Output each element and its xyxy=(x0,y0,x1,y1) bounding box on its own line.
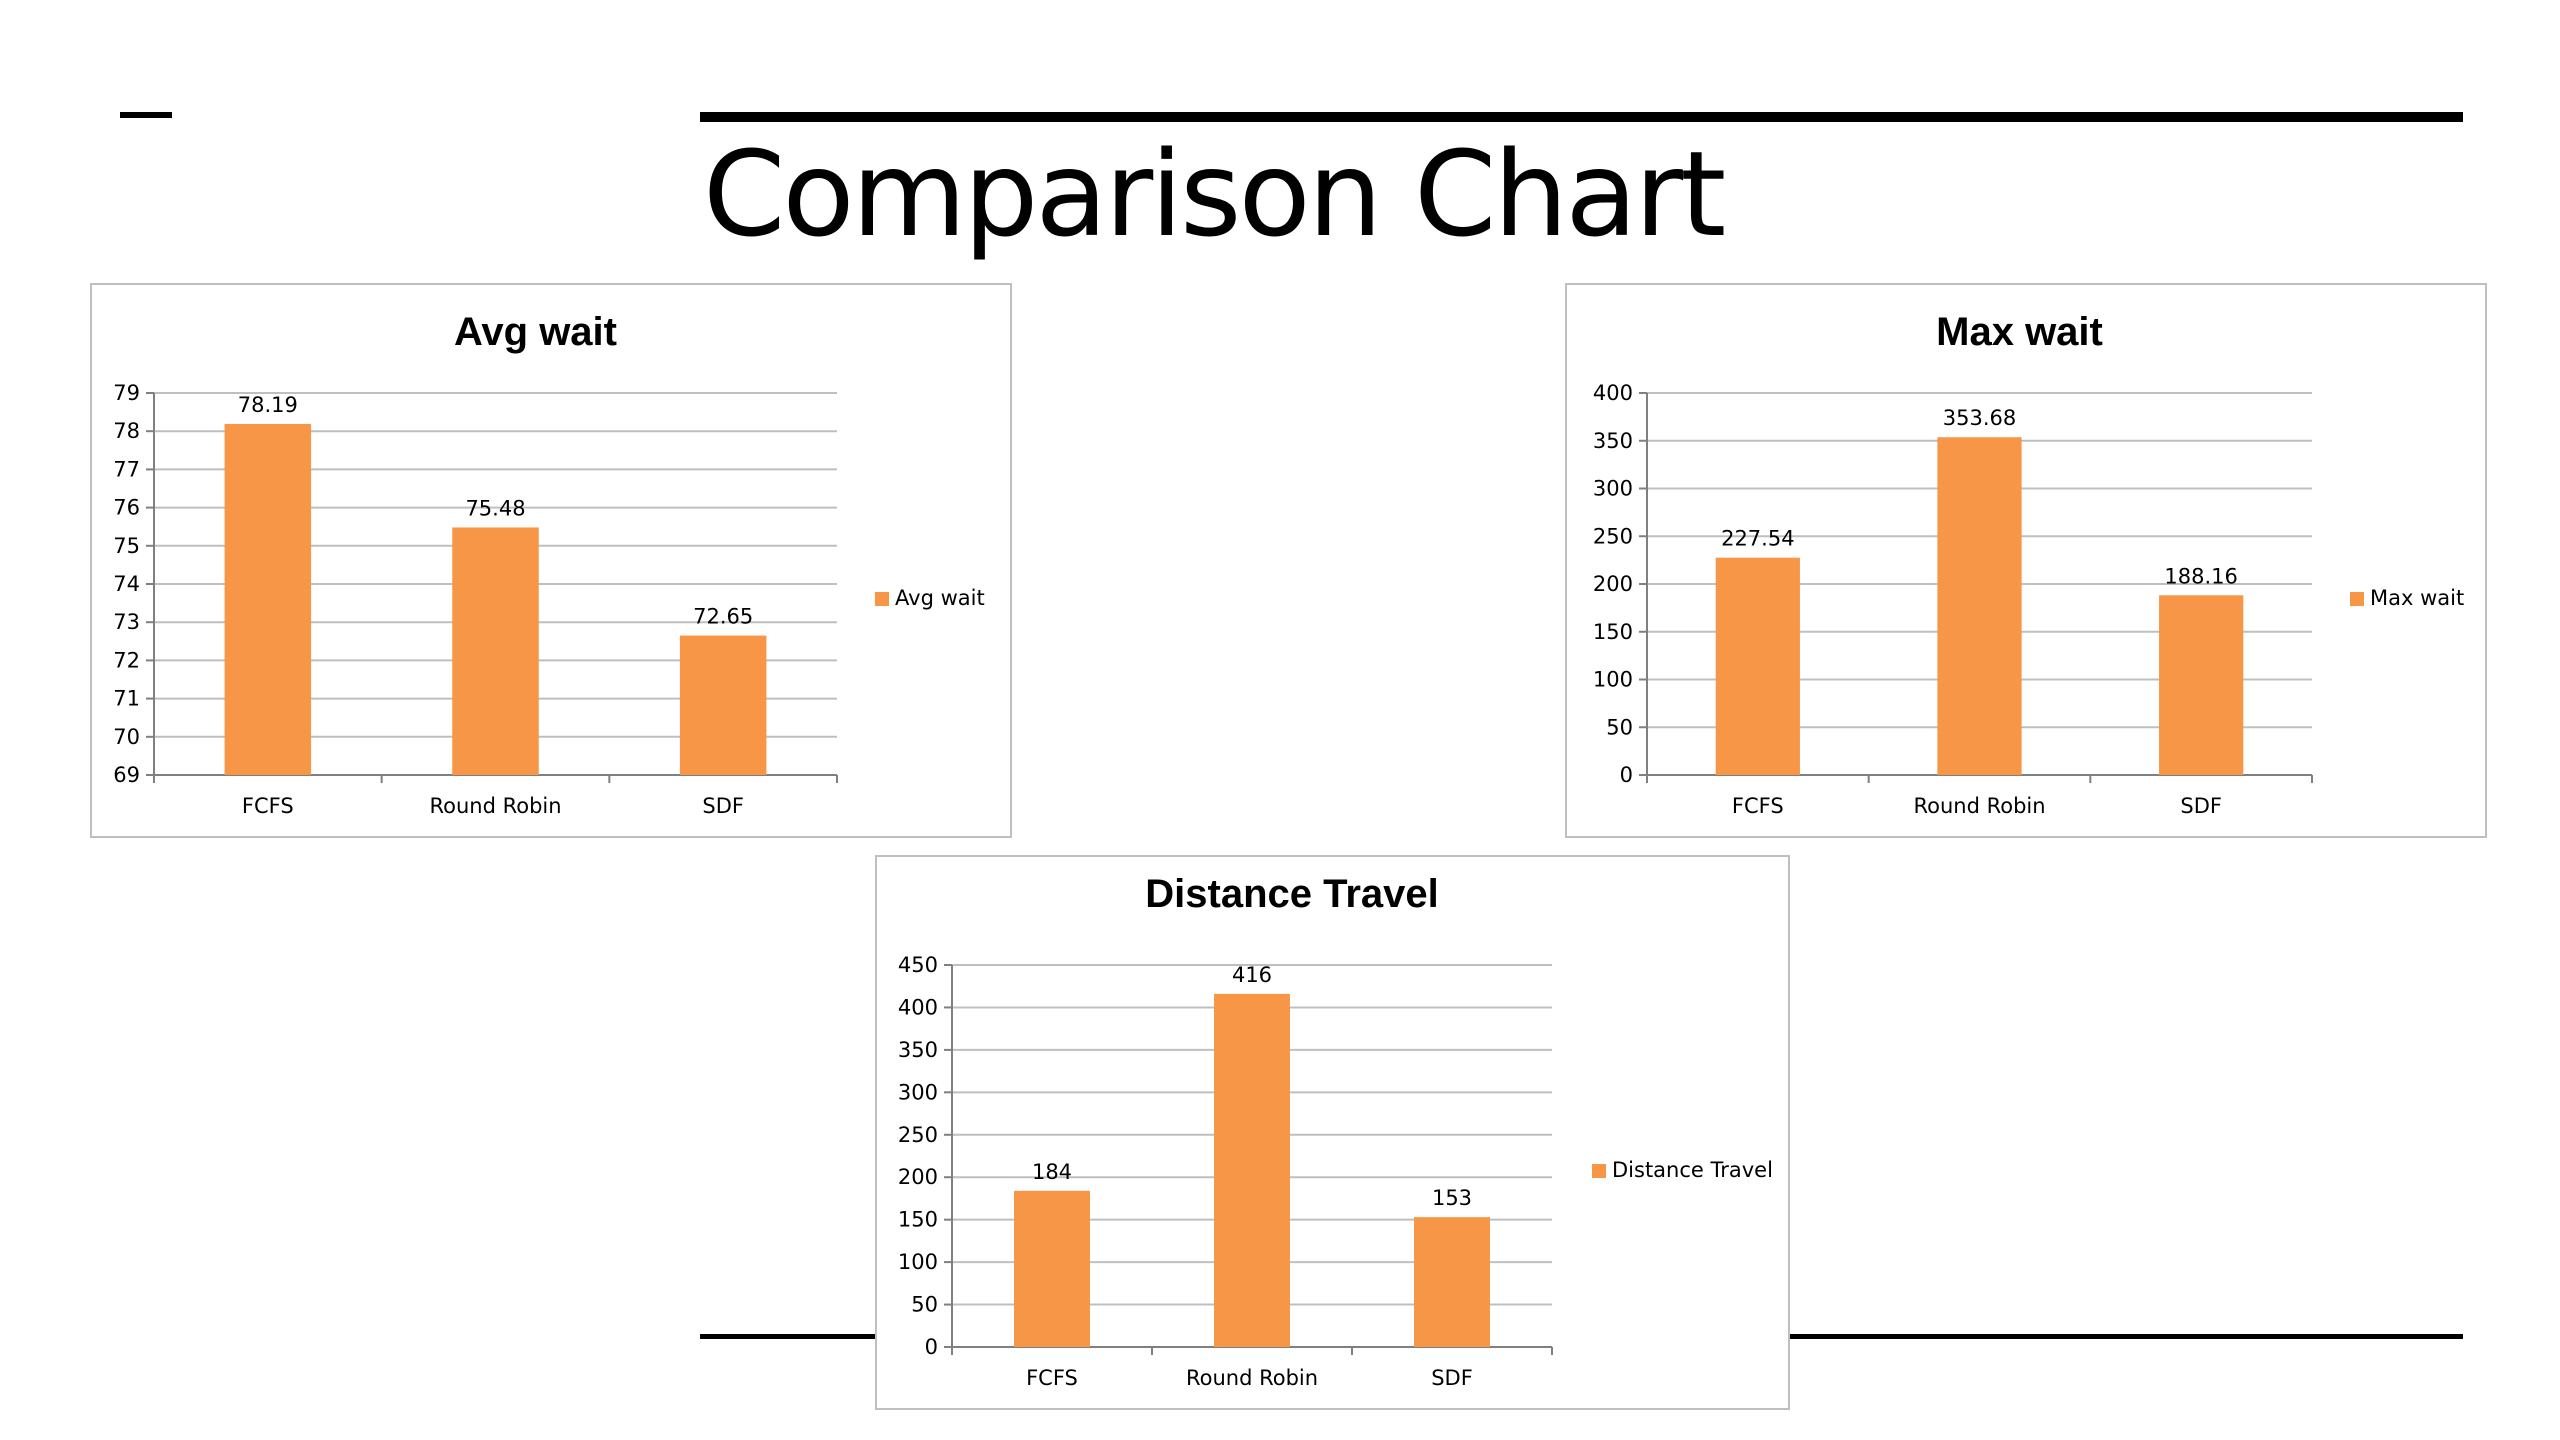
chart-title: Avg wait xyxy=(454,310,617,354)
category-label: SDF xyxy=(702,794,744,818)
y-tick-label: 72 xyxy=(113,648,140,673)
y-tick-label: 75 xyxy=(113,533,140,558)
legend xyxy=(875,586,985,610)
y-tick-label: 200 xyxy=(897,1165,938,1190)
y-tick-label: 300 xyxy=(1592,476,1633,501)
bar-fcfs xyxy=(225,424,312,775)
y-tick-label: 70 xyxy=(113,724,140,749)
distance-travel-svg xyxy=(877,857,1788,1408)
y-tick-label: 100 xyxy=(897,1250,938,1275)
y-tick-label: 100 xyxy=(1592,667,1633,692)
legend-swatch xyxy=(2350,592,2364,606)
avg-wait-svg xyxy=(92,285,1010,836)
y-tick-label: 250 xyxy=(1592,524,1633,549)
y-tick-label: 78 xyxy=(113,419,140,444)
y-tick-label: 76 xyxy=(113,495,140,520)
bar-sdf xyxy=(2159,595,2243,775)
legend-swatch xyxy=(875,592,889,606)
y-tick-label: 0 xyxy=(1619,763,1633,787)
data-label: 72.65 xyxy=(693,604,754,629)
y-tick-label: 250 xyxy=(897,1122,938,1147)
bar-round-robin xyxy=(1937,437,2021,775)
y-tick-label: 150 xyxy=(897,1207,938,1232)
y-tick-label: 200 xyxy=(1592,572,1633,596)
y-tick-label: 74 xyxy=(113,572,140,596)
legend xyxy=(1592,1158,1773,1182)
y-tick-label: 400 xyxy=(1592,381,1633,405)
top-left-dash xyxy=(120,112,172,118)
y-tick-label: 350 xyxy=(897,1037,938,1062)
y-tick-label: 77 xyxy=(113,457,140,482)
bar-fcfs xyxy=(1014,1191,1090,1347)
legend xyxy=(2350,586,2464,610)
data-label: 78.19 xyxy=(237,392,298,417)
y-tick-label: 450 xyxy=(897,953,938,977)
y-tick-label: 400 xyxy=(897,995,938,1020)
y-tick-label: 350 xyxy=(1592,428,1633,453)
bar-sdf xyxy=(680,636,767,775)
category-label: SDF xyxy=(1431,1366,1473,1390)
distance-travel-chart xyxy=(875,855,1790,1410)
category-label: Round Robin xyxy=(1913,794,2046,818)
data-label: 153 xyxy=(1431,1186,1473,1211)
max-wait-chart xyxy=(1565,283,2487,838)
category-label: FCFS xyxy=(241,794,294,818)
category-label: SDF xyxy=(2180,794,2222,818)
y-tick-label: 50 xyxy=(911,1292,938,1317)
category-label: FCFS xyxy=(1731,794,1784,818)
top-rule xyxy=(700,112,2463,122)
category-label: Round Robin xyxy=(429,794,562,818)
category-label: Round Robin xyxy=(1185,1366,1319,1390)
bar-sdf xyxy=(1414,1217,1490,1347)
avg-wait-chart xyxy=(90,283,1012,838)
bottom-rule-right xyxy=(1788,1334,2463,1339)
data-label: 75.48 xyxy=(465,496,526,521)
max-wait-svg xyxy=(1567,285,2485,836)
y-tick-label: 73 xyxy=(113,610,140,635)
y-tick-label: 50 xyxy=(1606,715,1633,740)
legend-label: Max wait xyxy=(2370,586,2465,610)
data-label: 416 xyxy=(1231,962,1273,987)
data-label: 184 xyxy=(1031,1159,1073,1184)
y-tick-label: 71 xyxy=(113,686,140,711)
legend-swatch xyxy=(1592,1164,1606,1178)
bar-fcfs xyxy=(1716,558,1800,775)
data-label: 353.68 xyxy=(1942,406,2017,431)
data-label: 188.16 xyxy=(2164,564,2238,589)
chart-title: Max wait xyxy=(1936,310,2103,354)
slide-title: Comparison Chart xyxy=(703,125,1724,263)
bar-round-robin xyxy=(1214,994,1290,1347)
y-tick-label: 79 xyxy=(113,381,140,405)
legend-label: Avg wait xyxy=(895,586,985,610)
data-label: 227.54 xyxy=(1721,526,1795,551)
y-tick-label: 300 xyxy=(897,1080,938,1105)
y-tick-label: 150 xyxy=(1592,619,1633,644)
legend-label: Distance Travel xyxy=(1612,1158,1773,1182)
chart-title: Distance Travel xyxy=(1145,872,1439,916)
bar-round-robin xyxy=(452,527,539,775)
bottom-rule-left xyxy=(700,1334,875,1339)
y-tick-label: 69 xyxy=(113,763,140,787)
y-tick-label: 0 xyxy=(924,1335,938,1359)
category-label: FCFS xyxy=(1026,1366,1078,1390)
